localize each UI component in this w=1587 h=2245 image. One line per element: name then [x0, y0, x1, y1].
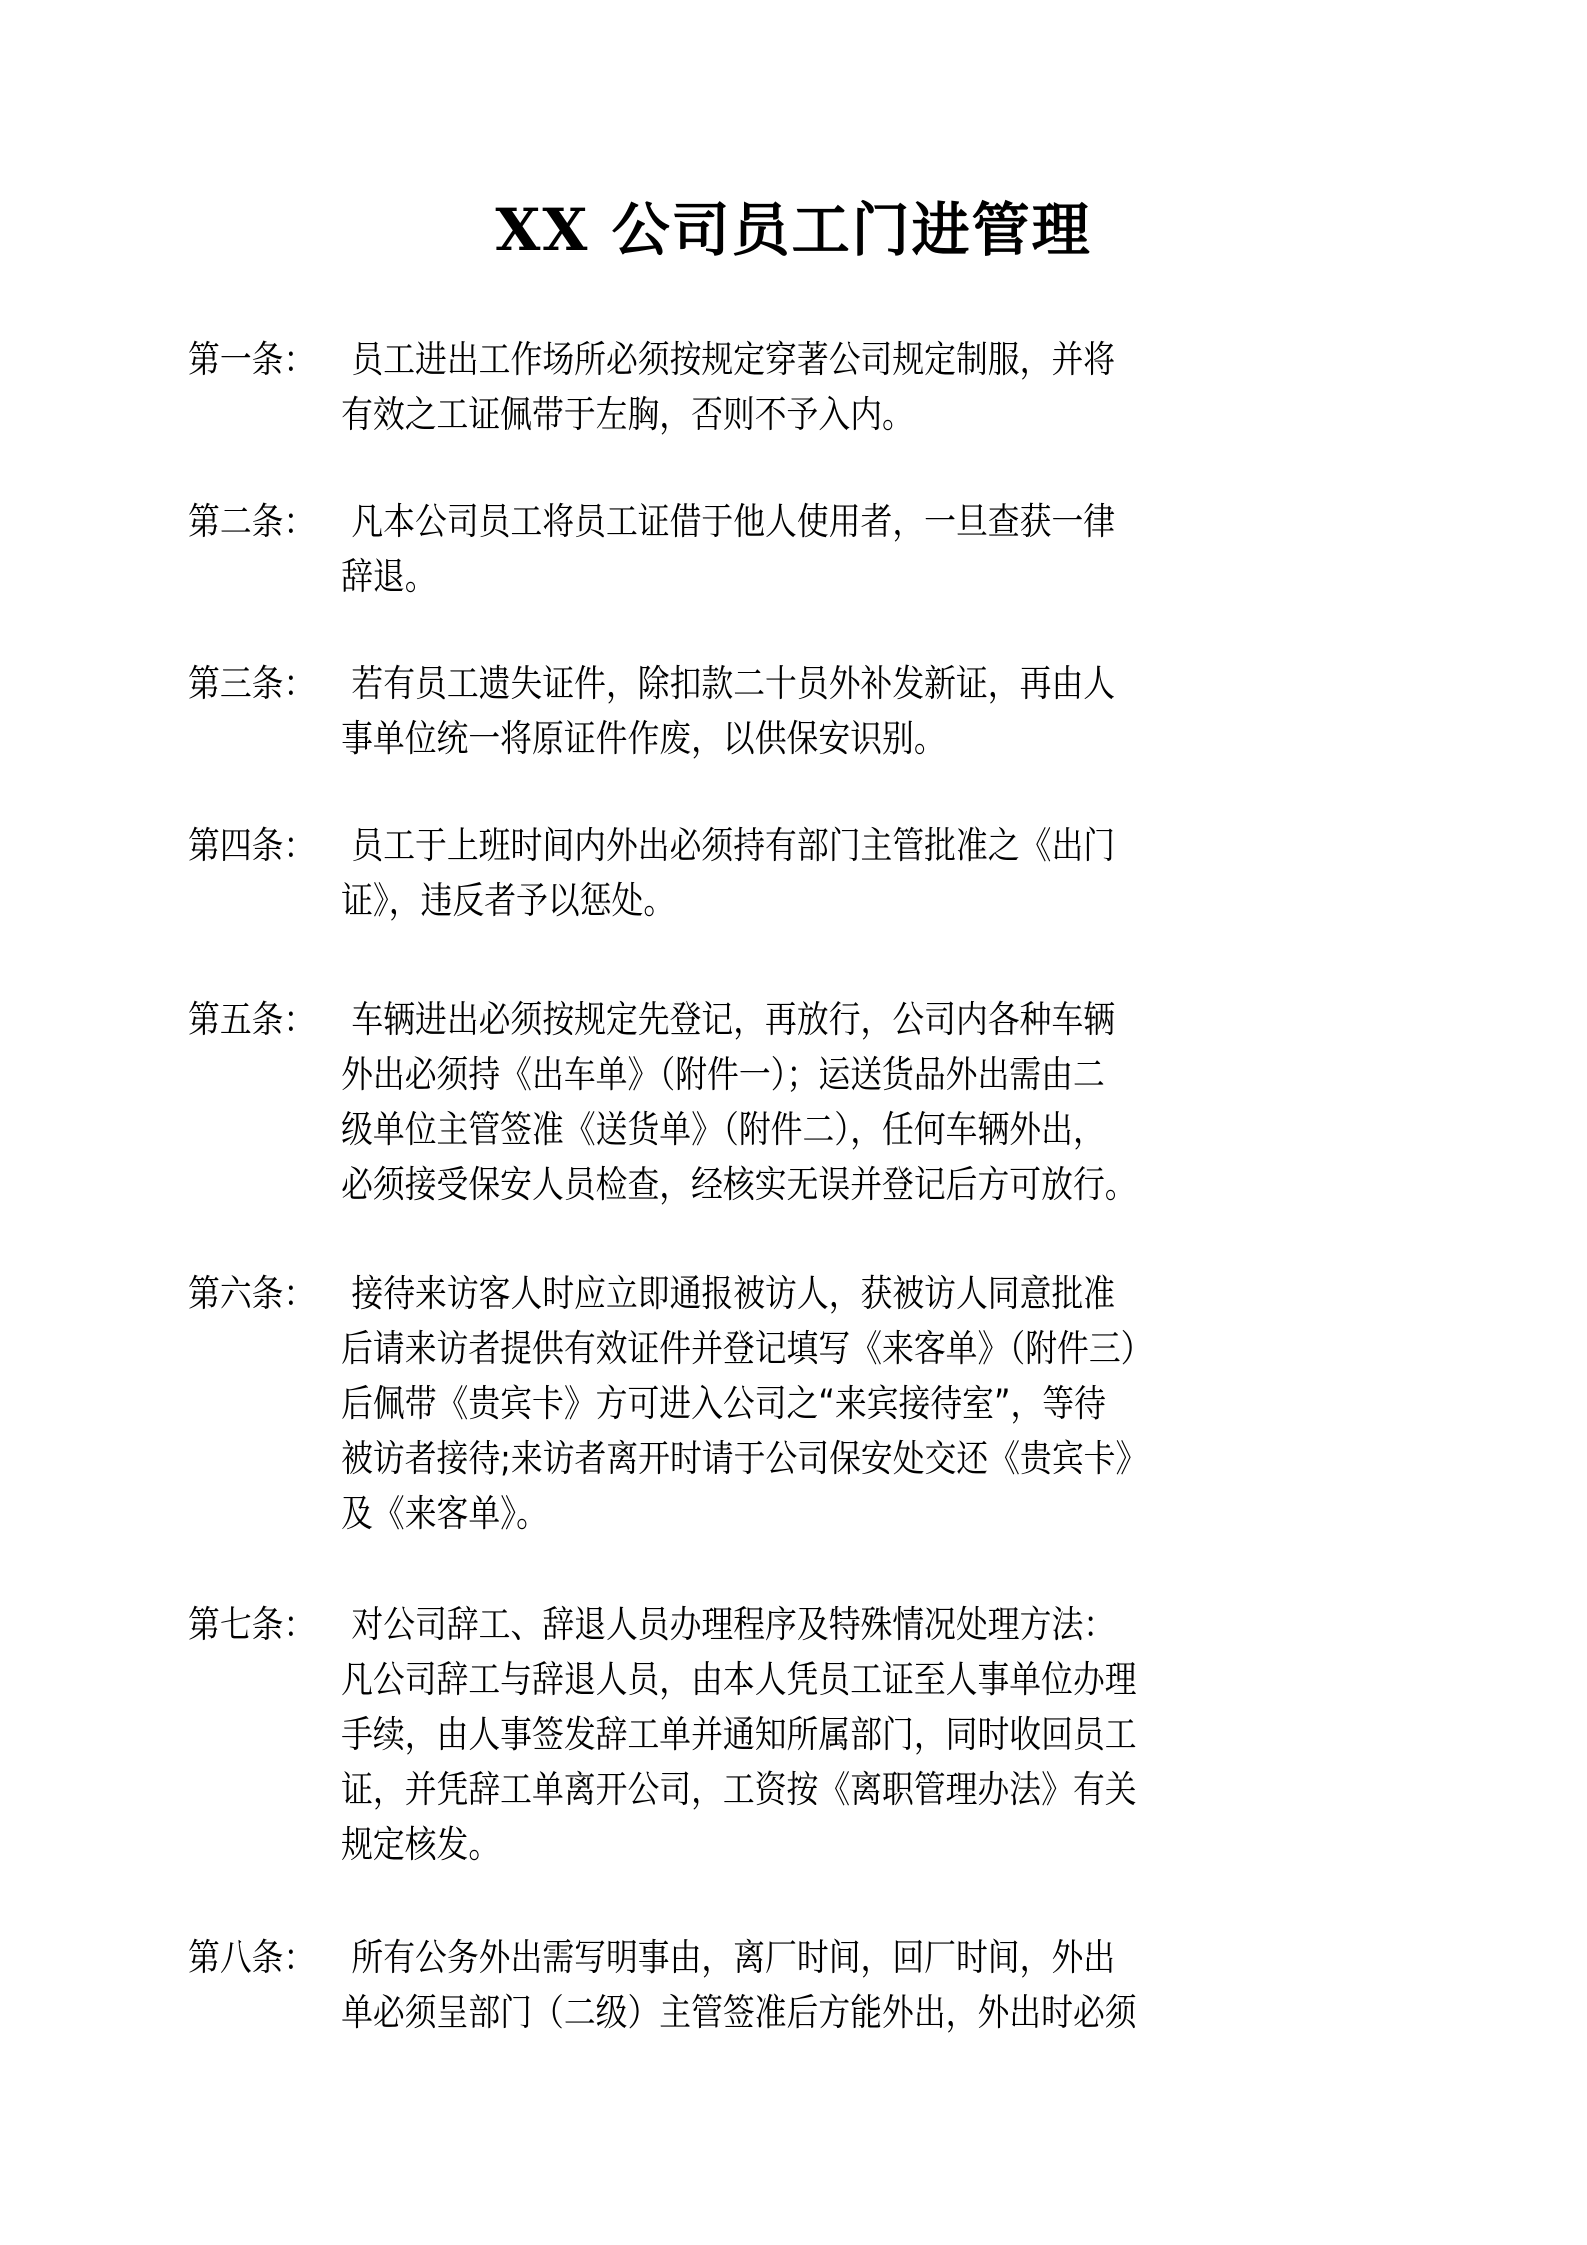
article-label: 第六条： — [188, 1272, 316, 1315]
article-7 — [188, 1597, 1246, 1872]
article-label: 第一条： — [188, 338, 316, 381]
article-line: 后佩带《贵宾卡》方可进入公司之“来宾接待室”，等待 — [341, 1382, 1106, 1425]
article-body — [341, 656, 1245, 766]
article-body — [341, 1266, 1245, 1541]
article-line: 手续，由人事签发辞工单并通知所属部门，同时收回员工 — [341, 1713, 1137, 1756]
article-label: 第四条： — [188, 824, 316, 867]
article-line: 若有员工遗失证件，除扣款二十员外补发新证，再由人 — [351, 662, 1116, 705]
article-line: 单必须呈部门（二级）主管签准后方能外出，外出时必须 — [341, 1991, 1137, 2034]
article-3 — [188, 656, 1246, 766]
article-line: 凡公司辞工与辞退人员，由本人凭员工证至人事单位办理 — [341, 1658, 1137, 1701]
article-2 — [188, 494, 1246, 604]
article-body — [341, 818, 1245, 928]
article-line: 后请来访者提供有效证件并登记填写《来客单》（附件三） — [341, 1327, 1153, 1370]
article-line: 有效之工证佩带于左胸，否则不予入内。 — [341, 393, 914, 436]
article-4 — [188, 818, 1246, 928]
article-line: 事单位统一将原证件作废，以供保安识别。 — [341, 717, 946, 760]
article-1 — [188, 332, 1246, 442]
article-body — [341, 494, 1245, 604]
article-line: 所有公务外出需写明事由，离厂时间，回厂时间，外出 — [351, 1936, 1116, 1979]
article-line: 证，并凭辞工单离开公司，工资按《离职管理办法》有关 — [341, 1768, 1137, 1811]
article-body — [341, 1597, 1245, 1872]
article-line: 证》，违反者予以惩处。 — [341, 879, 676, 922]
article-line: 规定核发。 — [341, 1823, 501, 1866]
article-5 — [188, 992, 1246, 1212]
article-6 — [188, 1266, 1246, 1541]
article-label: 第七条： — [188, 1603, 316, 1646]
article-label: 第五条： — [188, 998, 316, 1041]
article-label: 第三条： — [188, 662, 316, 705]
article-line: 员工于上班时间内外出必须持有部门主管批准之《出门 — [351, 824, 1116, 867]
article-line: 被访者接待;来访者离开时请于公司保安处交还《贵宾卡》 — [341, 1437, 1148, 1480]
article-line: 辞退。 — [341, 555, 437, 598]
article-8 — [188, 1930, 1246, 2040]
article-line: 级单位主管签准《送货单》（附件二），任何车辆外出， — [341, 1108, 1105, 1151]
article-line: 员工进出工作场所必须按规定穿著公司规定制服，并将 — [351, 338, 1116, 381]
article-line: 及《来客单》。 — [341, 1492, 548, 1535]
article-line: 必须接受保安人员检查，经核实无误并登记后方可放行。 — [341, 1163, 1137, 1206]
article-body — [341, 1930, 1245, 2040]
article-label: 第八条： — [188, 1936, 316, 1979]
document-title: XX 公司员工门进管理 — [495, 196, 1092, 264]
article-body — [341, 992, 1245, 1212]
article-label: 第二条： — [188, 500, 316, 543]
article-line: 外出必须持《出车单》（附件一）；运送货品外出需由二 — [341, 1053, 1105, 1096]
article-body — [341, 332, 1245, 442]
article-line: 凡本公司员工将员工证借于他人使用者，一旦查获一律 — [351, 500, 1116, 543]
article-line: 接待来访客人时应立即通报被访人，获被访人同意批准 — [351, 1272, 1116, 1315]
article-line: 车辆进出必须按规定先登记，再放行，公司内各种车辆 — [351, 998, 1116, 1041]
article-line: 对公司辞工、辞退人员办理程序及特殊情况处理方法： — [351, 1603, 1116, 1646]
